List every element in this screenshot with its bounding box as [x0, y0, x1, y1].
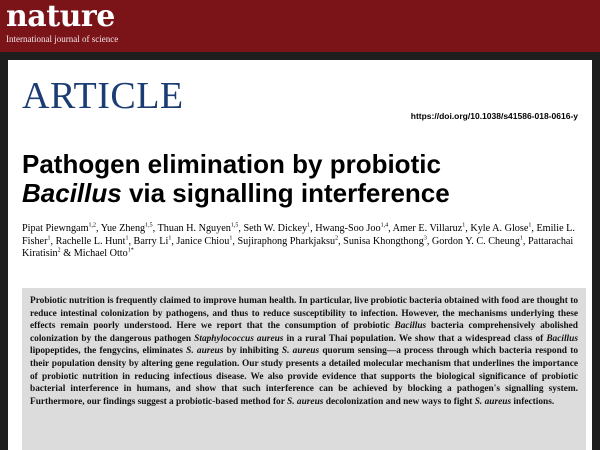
author-affiliation: 1,4: [380, 222, 389, 229]
author-name[interactable]: Hwang-Soo Joo: [315, 223, 381, 234]
author-affiliation: 3: [423, 235, 427, 242]
abstract-text: decolonization and new ways to fight: [323, 396, 475, 407]
author-affiliation: 1: [47, 235, 51, 242]
author-name[interactable]: Pattarachai Kiratisin: [22, 235, 574, 259]
abstract-text: Probiotic nutrition is frequently claimed to improve human health. In particular, live probiotic bacteria obtained with food are thought to reduce intestinal colonization by pathogens, and thus to reduce susceptibility to infection. However, the mechanisms underlying these effects remain poorly understood. Here we report that the consumption of probiotic: [30, 296, 578, 332]
author-affiliation: 2: [57, 247, 61, 254]
author-name[interactable]: Janice Chiou: [176, 235, 230, 247]
author-affiliation: 1,2: [88, 222, 96, 229]
author-affiliation: 1: [229, 235, 233, 242]
article-type-label: ARTICLE: [22, 75, 184, 117]
abstract-text: bacteria comprehensively abolished colonization by the dangerous pathogen: [30, 321, 579, 344]
title-italic: Bacillus: [22, 178, 122, 208]
abstract-text: infections.: [511, 396, 555, 407]
abstract-italic-term: S. aureus: [186, 346, 224, 357]
author-name[interactable]: Michael Otto: [73, 248, 128, 259]
author-affiliation: 1: [462, 222, 466, 229]
abstract-italic-term: Bacillus: [394, 321, 427, 332]
title-part-2: via signalling interference: [121, 178, 450, 208]
journal-banner: [0, 0, 600, 52]
article-page: [8, 60, 592, 450]
abstract-italic-term: S. aureus: [281, 346, 320, 357]
author-name[interactable]: Gordon Y. C. Cheung: [431, 235, 520, 247]
author-name[interactable]: Rachelle L. Hunt: [55, 235, 126, 247]
author-affiliation: 2: [335, 235, 339, 242]
abstract-italic-term: S. aureus: [474, 396, 512, 407]
abstract-italic-term: Bacillus: [546, 333, 578, 344]
author-name[interactable]: Sujiraphong Pharkjaksu: [237, 235, 336, 247]
author-name[interactable]: Thuan H. Nguyen: [157, 223, 231, 234]
abstract-text: quorum sensing—a process through which bacteria respond to their population density by altering gene regulation. Our study presents a detailed molecular mechanism that underlines the importance of probiotic nutrition in reducing infectious disease. We also provide evidence that supports the biological significance of probiotic bacterial interference in humans, and show that such interference can be achieved by blocking a pathogen's signalling system. Furthermore, our findings suggest a probiotic-based method for: [30, 346, 578, 407]
abstract-text: by inhibiting: [223, 346, 282, 357]
author-affiliation: 1*: [127, 247, 134, 254]
author-name[interactable]: Emilie L. Fisher: [22, 223, 575, 247]
doi-link[interactable]: https://doi.org/10.1038/s41586-018-0616-y: [410, 111, 578, 121]
author-list: Pipat Piewngam$^{1,2}$, Yue Zheng$^{1,5}$, Thuan H. Nguyen$^{1,5}$, Seth W. Dickey$^1$, Hwang-Soo Joo$^{1,4}$, Amer E. Villaruz$^1$, Kyle A. Glose$^1$, Emilie L. Fisher$^1$, Rachelle L. Hunt$^1$, Barry Li$^1$, Janice Chiou$^1$, Sujiraphong Pharkjaksu$^2$, Sunisa Khongthong$^3$, Gordon Y. C. Cheung$^1$, Pattarachai Kiratisin$^2$ & Michael Otto$^{1*}$: [22, 222, 575, 259]
article-title: [22, 150, 582, 208]
author-affiliation: 1: [125, 235, 129, 242]
author-name[interactable]: Pipat Piewngam: [22, 223, 89, 234]
author-name[interactable]: Barry Li: [133, 235, 169, 247]
author-affiliation: 1,5: [230, 222, 239, 229]
author-affiliation: 1: [519, 235, 523, 242]
abstract-text: lipopeptides, the fengycins, eliminates: [30, 346, 187, 357]
author-name[interactable]: Amer E. Villaruz: [392, 223, 463, 234]
journal-tagline: International journal of science: [6, 34, 119, 44]
author-name[interactable]: Yue Zheng: [100, 223, 146, 234]
author-affiliation: 1,5: [145, 222, 153, 229]
author-affiliation: 1: [528, 222, 532, 229]
title-part-1: Pathogen elimination by probiotic: [22, 149, 441, 179]
abstract-box: [22, 288, 586, 450]
abstract-italic-term: Staphylococcus aureus: [194, 333, 284, 344]
abstract-italic-term: S. aureus: [287, 396, 324, 407]
author-name[interactable]: Seth W. Dickey: [243, 223, 308, 234]
author-name[interactable]: Kyle A. Glose: [470, 223, 529, 234]
journal-logo[interactable]: nature: [6, 0, 115, 34]
author-name[interactable]: Sunisa Khongthong: [343, 235, 424, 247]
author-affiliation: 1: [168, 235, 172, 242]
author-affiliation: 1: [307, 222, 311, 229]
abstract-text: in a rural Thai population. We show that a widespread class of: [283, 333, 547, 344]
